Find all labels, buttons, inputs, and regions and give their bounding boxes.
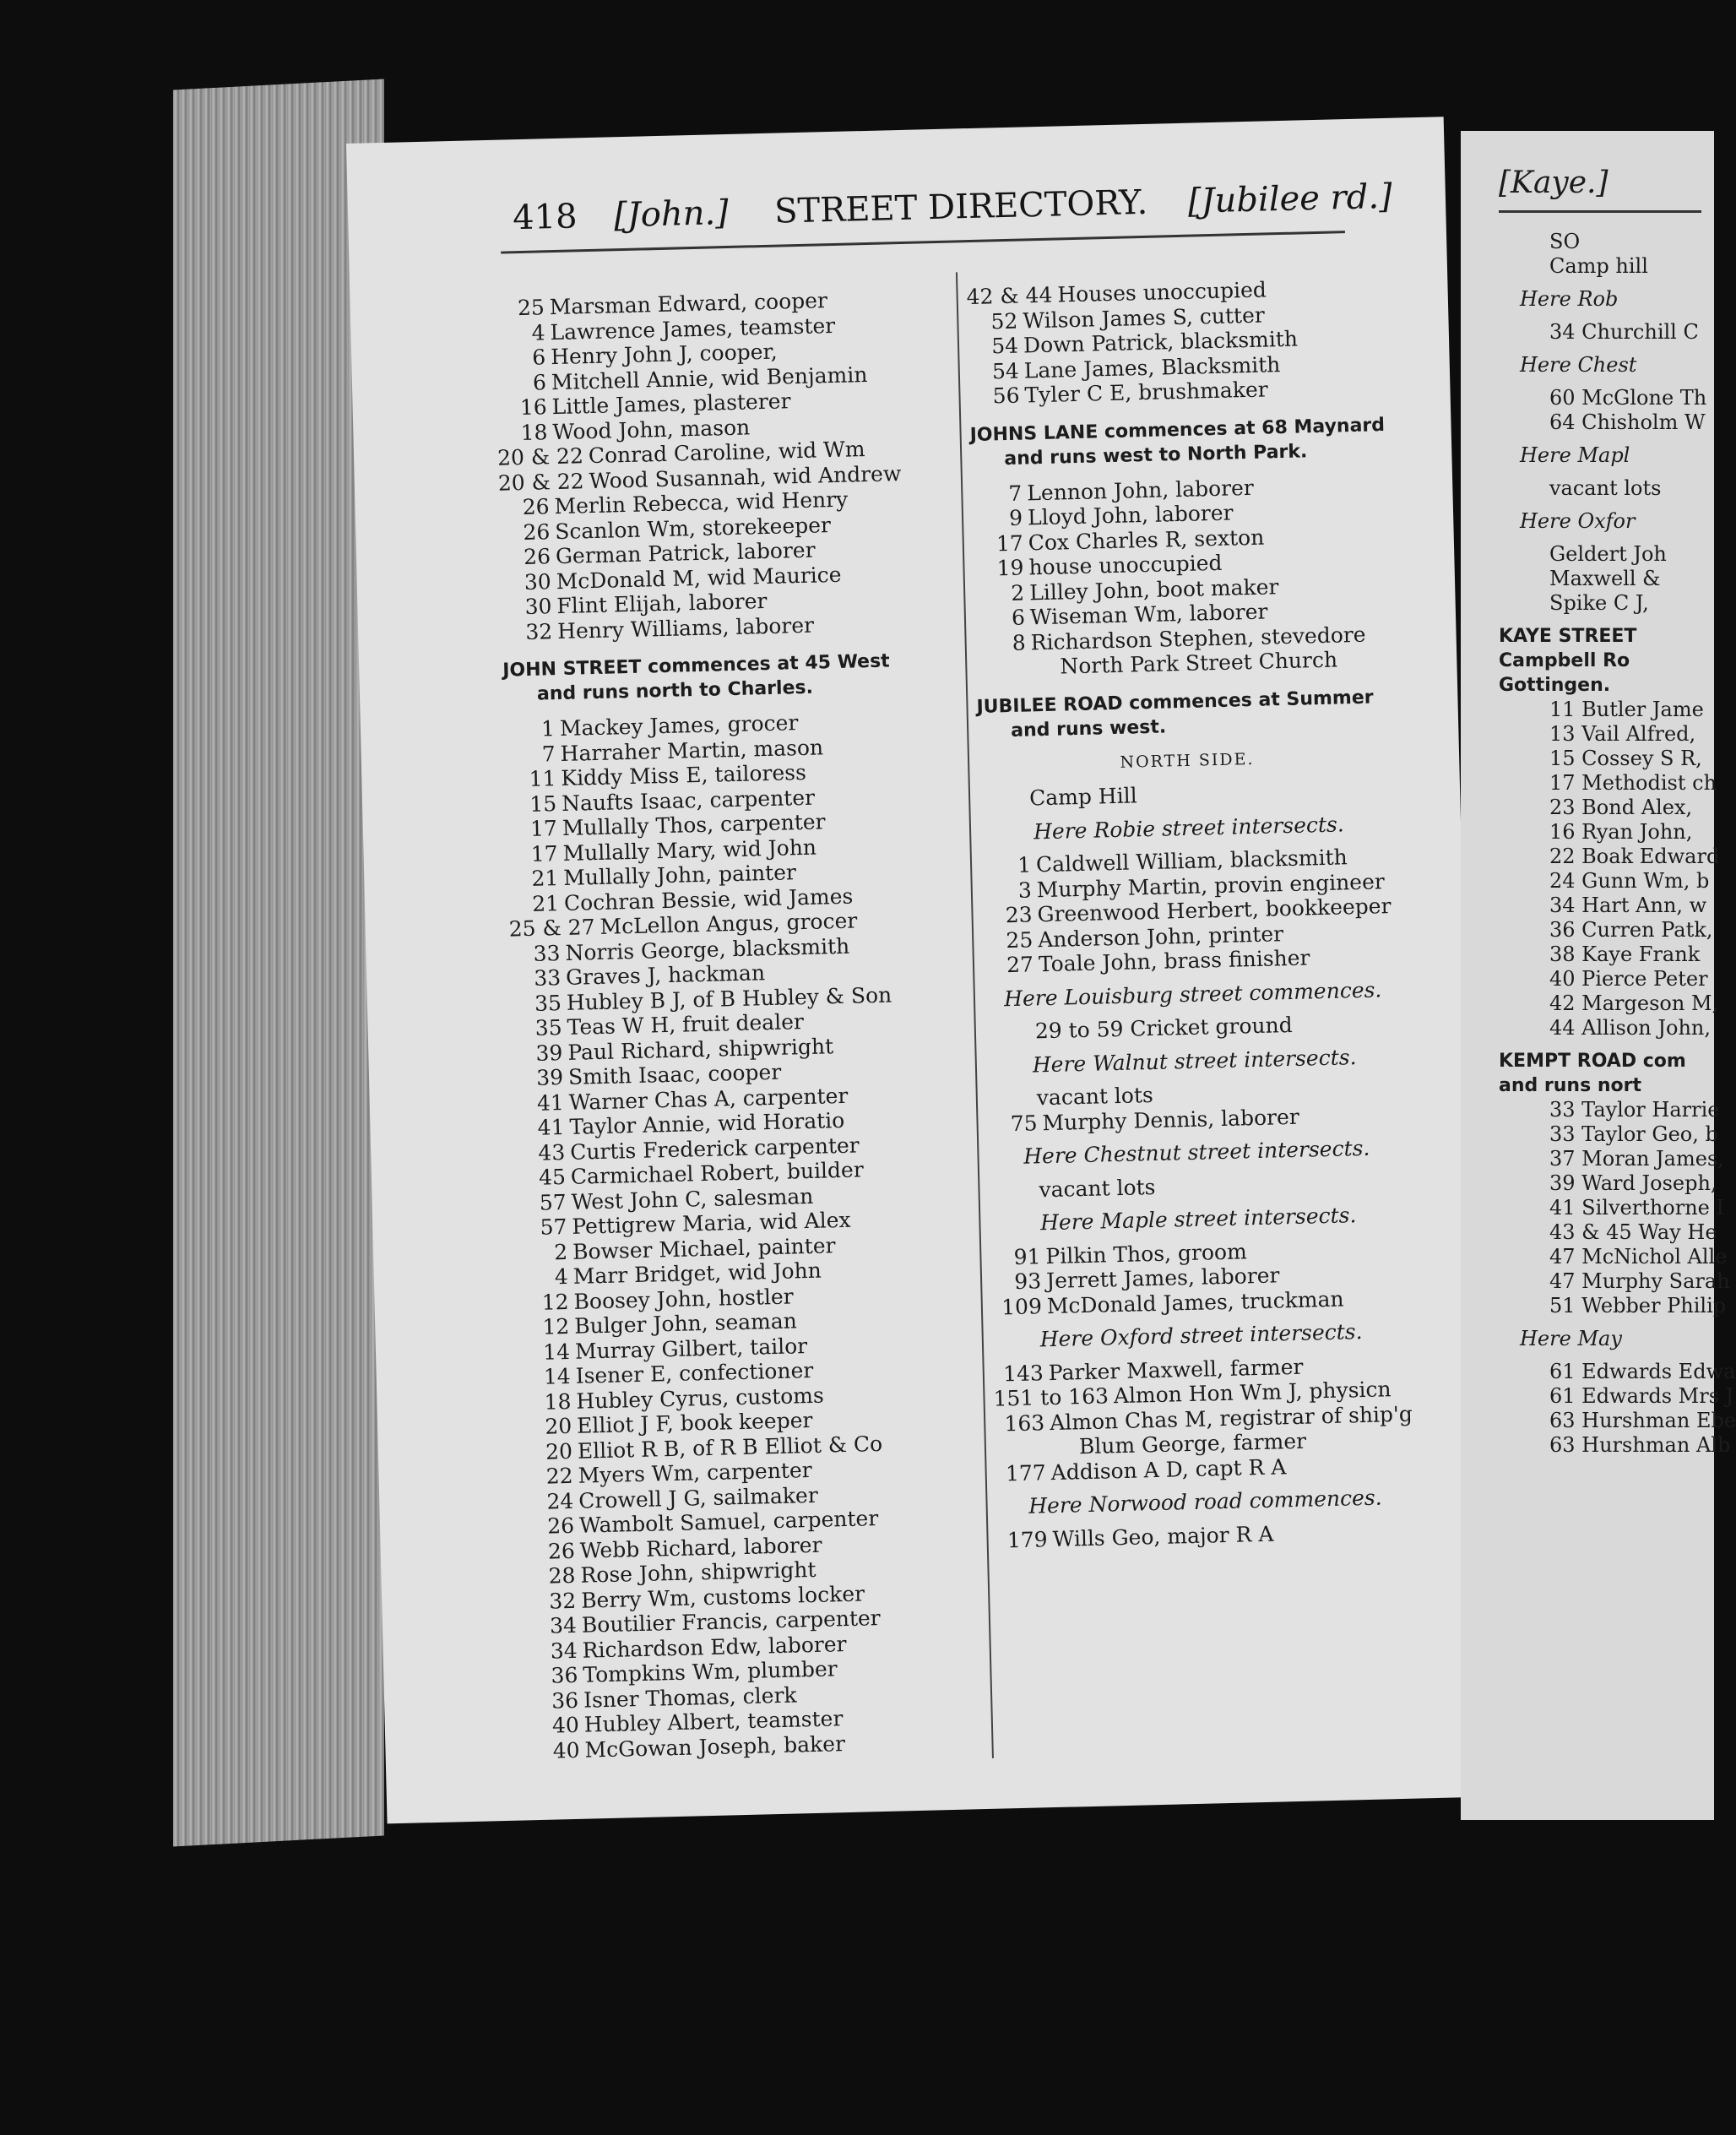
church-entry: North Park Street Church [1060,647,1338,679]
chestnut-intersect: Here Chestnut street intersects. [1023,1135,1370,1169]
page-header [513,177,1392,249]
entry-text: Norris George, blacksmith [565,933,850,965]
entry-text: Mullally Mary, wid John [562,834,817,866]
facing-page-line: Here Oxfor [1520,509,1636,533]
entry-text: Henry John J, cooper, [550,339,778,370]
entry-number: 27 [1006,952,1034,978]
entry-text: Hubley B J, of B Hubley & Son [566,982,892,1015]
entry-text: Wood John, mason [552,414,751,444]
entry-number: 35 [534,1015,563,1040]
entry-text: Warner Chas A, carpenter [568,1083,849,1115]
entry-text: Boosey John, hostler [573,1283,794,1314]
facing-header-rule [1499,210,1701,213]
entry-number: 25 [1006,926,1033,953]
vacant-lots-2: vacant lots [1039,1174,1156,1202]
entry-text: Almon Chas M, registrar of ship'g [1049,1401,1413,1435]
entry-number: 54 [991,358,1020,383]
jubilee-group-1 [980,844,1402,979]
entry-number: 57 [540,1214,567,1240]
facing-page-line: Geldert Joh [1549,542,1667,566]
entry-text: Caldwell William, blacksmith [1035,845,1348,877]
facing-page-line: 34 Churchill C [1549,320,1699,344]
entry-text: Marsman Edward, cooper [549,288,828,320]
entry-text: Carmichael Robert, builder [570,1157,865,1189]
entry-text: Henry Williams, laborer [556,612,815,644]
entry-number: 7 [1008,481,1023,506]
entry-text: Pilkin Thos, groom [1045,1238,1248,1269]
entry-number: 28 [548,1562,576,1589]
entry-number: 109 [1001,1293,1043,1319]
entry-number: 36 [551,1662,578,1688]
facing-page-line: 24 Gunn Wm, b [1549,869,1710,893]
entry-text: Mullally John, painter [562,860,797,890]
maple-intersect: Here Maple street intersects. [1039,1203,1357,1236]
entry-text: Tyler C E, brushmaker [1024,377,1268,408]
entry-text: Elliot J F, book keeper [576,1407,813,1438]
facing-page-line: 63 Hurshman Alb [1549,1433,1731,1457]
page-title: STREET DIRECTORY. [773,182,1148,231]
entry-number: 2 [1010,580,1025,606]
entry-number: 151 to 163 [993,1383,1109,1411]
entry-number: 26 [547,1538,576,1564]
entry-number: 20 & 22 [497,468,584,496]
entry-text: Curtis Frederick carpenter [569,1133,860,1165]
entry-number: 25 & 27 [508,915,595,942]
entry-text: Murphy Martin, provin engineer [1036,868,1386,902]
entry-number: 4 [531,319,545,345]
entry-number: 15 [529,790,557,817]
entry-number: 17 [530,840,558,866]
entry-text: Wiseman Wm, laborer [1029,599,1268,630]
entry-text: house unoccupied [1028,550,1223,580]
entry-number: 16 [519,394,548,421]
facing-page-line: KEMPT ROAD com [1499,1051,1686,1072]
entry-text: Wambolt Samuel, carpenter [578,1506,879,1538]
entry-number: 20 [545,1438,573,1464]
facing-page-line: 22 Boak Edward [1549,845,1720,868]
entry-text: Marr Bridget, wid John [572,1258,822,1289]
entry-number: 12 [541,1289,569,1315]
entry-number: 36 [551,1687,579,1714]
middle-column [966,274,1415,1553]
entry-text: Taylor Annie, wid Horatio [569,1107,845,1139]
entry-number: 30 [524,594,552,619]
johns-lane-heading [969,412,1389,471]
entry-text: Murphy Dennis, laborer [1042,1104,1300,1135]
entry-text: Teas W H, fruit dealer [567,1009,805,1040]
entry-number: 26 [546,1513,575,1539]
entry-text: Lane James, Blacksmith [1023,351,1281,383]
louisburg-intersect: Here Louisburg street commences. [1003,976,1382,1011]
entry-text: McDonald James, truckman [1046,1286,1344,1318]
facing-page-line: Maxwell & [1549,567,1661,590]
entry-number: 39 [535,1065,564,1090]
facing-page-line: 17 Methodist ch [1549,771,1717,795]
cricket-ground-entry: 29 to 59 Cricket ground [1034,1012,1293,1044]
entry-text: McGowan Joseph, baker [584,1730,846,1763]
entry-text: Houses unoccupied [1057,277,1267,307]
entry-text: Isener E, confectioner [575,1357,814,1388]
facing-page-line: 60 McGlone Th [1549,386,1707,410]
entry-text: Bowser Michael, painter [572,1232,836,1264]
entry-text: Mackey James, grocer [559,710,799,742]
entry-text: Lilley John, boot maker [1028,573,1279,605]
entry-number: 8 [1012,630,1027,655]
entry-number: 45 [538,1165,567,1190]
johns-lane-heading-line2: and runs west to North Park. [1004,440,1308,470]
facing-page-line: Here May [1520,1327,1622,1350]
facing-page-line: 33 Taylor Harrie [1549,1098,1720,1122]
facing-page-line: 15 Cossey S R, [1549,747,1702,770]
facing-page-line: Camp hill [1549,254,1648,278]
facing-page-line: Gottingen. [1499,675,1611,696]
facing-page-line: SO [1549,230,1581,253]
facing-page-line: 33 Taylor Geo, b [1549,1122,1718,1146]
john-street-heading-line2: and runs north to Charles. [536,676,814,705]
entry-text: Down Patrick, blacksmith [1023,326,1299,358]
entry-number: 43 [538,1139,566,1165]
facing-page-line: 16 Ryan John, [1549,820,1693,844]
facing-page-header: [Kaye.] [1499,166,1609,200]
entry-text: Kiddy Miss E, tailoress [561,759,807,791]
header-right-bracket: [Jubilee rd.] [1187,177,1393,221]
jubilee-group-3 [992,1351,1413,1437]
entry-number: 3 [1017,877,1033,903]
entry-number: 24 [546,1488,574,1514]
entry-number: 34 [550,1638,578,1664]
facing-page-line: 38 Kaye Frank [1549,943,1701,966]
robie-intersect: Here Robie street intersects. [1033,811,1345,844]
facing-page-line: 64 Chisholm W [1549,410,1706,434]
facing-page-line: 61 Edwards Edwa [1549,1360,1736,1383]
entry-text: Little James, plasterer [551,388,791,420]
entry-number: 25 [517,295,545,321]
entry-number: 91 [1013,1243,1041,1269]
facing-page-line: 43 & 45 Way He [1549,1220,1717,1244]
entry-number: 1 [1017,852,1032,877]
entry-text: Wills Geo, major R A [1052,1521,1274,1551]
entry-text: Crowell J G, sailmaker [578,1482,819,1513]
entry-number: 32 [549,1588,577,1614]
entry-number: 1 [540,716,556,742]
entry-number: 9 [1008,505,1023,530]
entry-text: Scanlon Wm, storekeeper [554,512,832,544]
camp-hill-entry: Camp Hill [1028,783,1137,811]
entry-number: 26 [523,519,551,545]
john-street-heading [502,649,907,708]
facing-page-column [1499,165,1736,1458]
entry-text: Boutilier Francis, carpenter [581,1605,882,1638]
entry-number: 6 [532,369,547,395]
entry-text: Smith Isaac, cooper [567,1059,782,1089]
facing-page-line: 42 Margeson M, [1549,991,1719,1015]
facing-page-line: 40 Pierce Peter [1549,967,1708,991]
entry-number: 35 [534,990,562,1016]
entry-text: Hubley Cyrus, customs [576,1383,825,1414]
facing-page-line: 41 Silverthorne I [1549,1196,1724,1220]
facing-page-line: 34 Hart Ann, w [1549,894,1707,917]
entry-number: 7 [541,741,556,767]
header-left-bracket: [John.] [613,193,730,236]
entry-text: Anderson John, printer [1037,921,1284,952]
entry-number: 14 [542,1339,571,1365]
entry-text: Hubley Albert, teamster [583,1706,844,1737]
entry-text: Myers Wm, carpenter [578,1457,812,1488]
entry-text: Naufts Isaac, carpenter [561,785,816,816]
entry-text: Paul Richard, shipwright [567,1033,834,1065]
facing-page [1461,131,1736,1820]
entry-text: Murray Gilbert, tailor [574,1333,808,1364]
entry-number: 54 [990,333,1019,359]
entry-text: Toale John, brass finisher [1038,945,1310,977]
entry-text: Cox Charles R, sexton [1028,524,1265,555]
entry-text: Richardson Stephen, stevedore [1030,622,1366,655]
entry-number: 19 [996,555,1024,581]
entry-text: German Patrick, laborer [555,537,816,569]
john-street-heading-line1: JOHN STREET commences at 45 West [502,650,890,682]
facing-page-line: 13 Vail Alfred, [1549,722,1696,746]
entry-number: 34 [549,1612,578,1638]
entry-number: 18 [544,1388,572,1415]
entry-text: Elliot R B, of R B Elliot & Co [577,1431,883,1464]
entry-text: Almon Hon Wm J, physicn [1113,1377,1392,1409]
entry-number: 52 [990,308,1018,334]
facing-page-line: 39 Ward Joseph, [1549,1171,1717,1195]
facing-page-line: 47 Murphy Sarah [1549,1269,1730,1293]
entry-number: 33 [534,965,561,991]
entry-number: 11 [529,766,556,791]
entry-number: 23 [1005,902,1033,928]
facing-page-line: Here Mapl [1520,443,1630,467]
entry-number: 93 [1013,1269,1042,1295]
north-side-label: NORTH SIDE. [1120,749,1255,772]
entry-number: 21 [531,890,560,916]
entry-text: Webb Richard, laborer [579,1532,822,1563]
entry-text: Lennon John, laborer [1026,475,1255,505]
facing-page-line: 44 Allison John, [1549,1016,1711,1040]
entry-number: 21 [531,866,559,891]
facing-page-line: 23 Bond Alex, [1549,796,1693,819]
entry-number: 30 [524,568,552,595]
entry-text: Graves J, hackman [565,960,766,990]
entry-text: Mitchell Annie, wid Benjamin [551,361,868,394]
entry-number: 41 [536,1089,565,1116]
entry-number: 20 & 22 [496,443,584,470]
entry-number: 4 [554,1263,569,1290]
entry-text: Mullally Thos, carpenter [561,809,826,840]
blum-entry: Blum George, farmer [1078,1428,1307,1459]
entry-text: Tompkins Wm, plumber [583,1656,838,1687]
facing-page-line: 36 Curren Patk, [1549,918,1713,942]
entry-number: 40 [552,1737,580,1763]
facing-page-line: 63 Hurshman Ebe [1549,1409,1736,1432]
entry-number: 42 & 44 [966,282,1053,310]
entry-number: 17 [995,530,1024,556]
entry-number: 12 [542,1313,570,1339]
entry-number: 6 [1011,605,1026,630]
facing-page-line: Here Rob [1520,287,1619,311]
john-street-entries [504,708,933,1763]
entry-number: 179 [1006,1526,1048,1552]
vacant-lots-1: vacant lots [1036,1082,1154,1111]
facing-page-line: 51 Webber Philip [1549,1294,1727,1317]
left-top-entries [493,286,904,645]
wills-entry [996,1518,1415,1553]
entry-text: Addison A D, capt R A [1050,1453,1287,1485]
entry-number: 32 [525,618,553,644]
facing-page-line: Spike C J, [1549,591,1649,615]
entry-text: West John C, salesman [571,1183,814,1214]
entry-text: Lawrence James, teamster [550,312,836,345]
entry-text: McLellon Angus, grocer [599,908,858,939]
norwood-intersect: Here Norwood road commences. [1028,1485,1382,1518]
entry-text: Merlin Rebecca, wid Henry [554,486,849,519]
jubilee-heading-line2: and runs west. [1010,715,1167,742]
entry-number: 33 [533,940,561,966]
entry-text: Parker Maxwell, farmer [1048,1354,1304,1385]
entry-text: Lloyd John, laborer [1027,500,1234,530]
entry-number: 39 [535,1040,563,1066]
entry-text: Wood Susannah, wid Andrew [589,460,902,493]
entry-text: Isner Thomas, clerk [583,1682,797,1713]
jubilee-road-heading [976,684,1396,743]
entry-number: 57 [539,1189,567,1215]
facing-page-line: 47 McNichol Alle [1549,1245,1728,1269]
page-number: 418 [512,197,578,238]
entry-number: 18 [520,419,548,445]
entry-number: 2 [553,1239,568,1264]
entry-number: 14 [543,1363,572,1389]
facing-page-line: KAYE STREET [1499,626,1637,647]
entry-text: Conrad Caroline, wid Wm [588,437,865,469]
facing-page-line: 11 Butler Jame [1549,698,1704,721]
entry-number: 6 [531,345,546,370]
entry-number: 22 [545,1463,573,1489]
facing-page-line: vacant lots [1549,476,1662,500]
entry-text: Greenwood Herbert, bookkeeper [1037,894,1392,927]
facing-page-line: 61 Edwards Mrs J [1549,1384,1734,1408]
walnut-intersect: Here Walnut street intersects. [1032,1044,1357,1077]
entry-text: Cochran Bessie, wid James [563,883,854,915]
johns-lane-heading-line1: JOHNS LANE commences at 68 Maynard [969,414,1386,446]
entry-text: Wilson James S, cutter [1023,302,1266,333]
entry-number: 177 [1005,1459,1047,1486]
facing-page-line: 37 Moran James, [1549,1147,1724,1171]
entry-text: Flint Elijah, laborer [556,588,768,619]
facing-page-line: Here Chest [1520,353,1637,377]
facing-page-line: and runs nort [1499,1075,1641,1096]
entry-number: 163 [1004,1410,1045,1436]
entry-text: Berry Wm, customs locker [580,1581,865,1613]
johns-lane-entries [971,471,1394,656]
entry-text: Rose John, shipwright [580,1556,816,1588]
entry-number: 17 [529,816,558,841]
entry-text: Richardson Edw, laborer [582,1631,847,1663]
left-column [493,286,932,1763]
entry-number: 41 [537,1115,565,1140]
entry-number: 20 [545,1413,572,1439]
entry-number: 143 [1002,1360,1044,1386]
entry-number: 75 [1010,1110,1038,1136]
entry-text: Bulger John, seaman [573,1308,798,1339]
entry-number: 26 [523,544,551,570]
oxford-intersect: Here Oxford street intersects. [1039,1319,1363,1352]
facing-page-lines [1499,230,1736,1458]
entry-number: 56 [992,383,1020,409]
entry-text: Pettigrew Maria, wid Alex [572,1207,851,1239]
directory-page [346,117,1484,1823]
entry-text: McDonald M, wid Maurice [556,562,842,594]
jubilee-group-2 [990,1235,1410,1320]
entry-number: 40 [551,1712,580,1738]
middle-top-entries [966,274,1387,410]
facing-page-line: Campbell Ro [1499,650,1630,671]
entry-text: Jerrett James, laborer [1045,1263,1280,1294]
jubilee-heading-line1: JUBILEE ROAD commences at Summer [976,686,1374,718]
entry-number: 26 [522,494,550,520]
entry-text: Harraher Martin, mason [560,734,824,766]
